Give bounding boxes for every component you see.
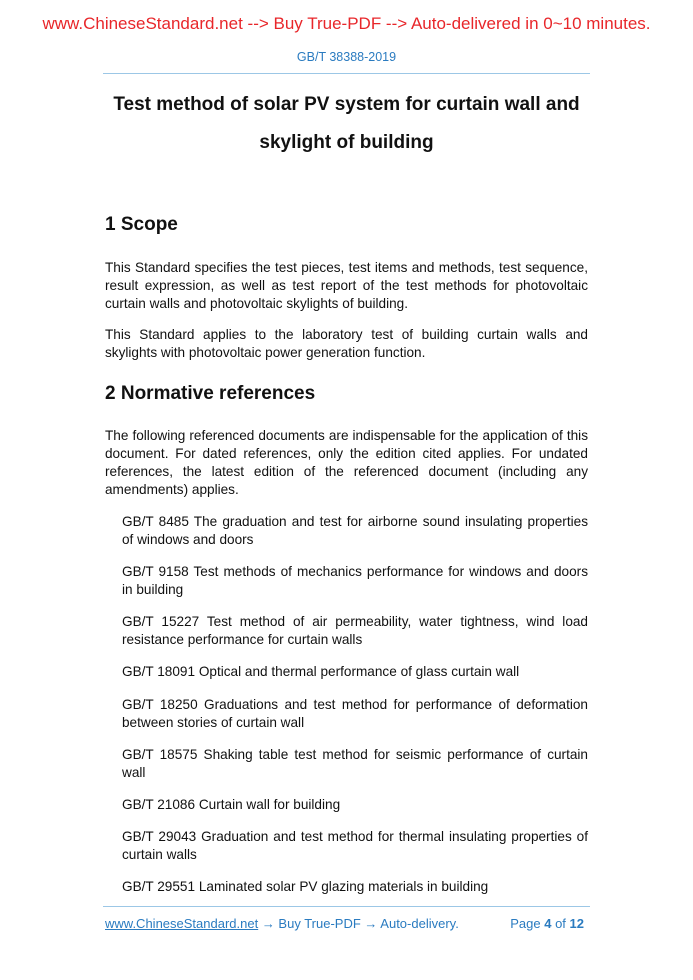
page-indicator — [510, 916, 584, 931]
document-number: GB/T 38388-2019 — [296, 50, 397, 64]
footer-divider — [103, 906, 590, 907]
footer-link[interactable]: www.ChineseStandard.net — [105, 916, 259, 931]
reference-item: GB/T 18575 Shaking table test method for seismic performance of curtain wall — [122, 747, 588, 780]
section-heading-scope: 1 Scope — [105, 214, 178, 235]
promo-banner: www.ChineseStandard.net --> Buy True-PDF --> Auto-delivered in 0~10 minutes. — [42, 14, 651, 33]
reference-item: GB/T 21086 Curtain wall for building — [122, 797, 341, 812]
scope-paragraph-2: This Standard applies to the laboratory test of building curtain walls and skylights with photovoltaic power generation function. — [105, 327, 588, 360]
reference-item: GB/T 15227 Test method of air permeability, water tightness, wind load resistance performance for curtain walls — [122, 614, 588, 647]
of-label: of — [555, 916, 566, 931]
reference-item: GB/T 18091 Optical and thermal performance of glass curtain wall — [122, 664, 520, 679]
scope-paragraph-1: This Standard specifies the test pieces, test items and methods, test sequence, result expression, as well as test report of the test methods for photovoltaic curtain walls and photovoltaic skylights of building. — [105, 260, 588, 311]
reference-item: GB/T 8485 The graduation and test for airborne sound insulating properties of windows and doors — [122, 514, 588, 547]
section-heading-normative-references: 2 Normative references — [105, 383, 316, 404]
page-label: Page — [510, 916, 541, 931]
reference-item: GB/T 29551 Laminated solar PV glazing materials in building — [122, 879, 489, 894]
total-pages: 12 — [569, 916, 584, 931]
document-title-line2: skylight of building — [259, 132, 434, 153]
reference-item: GB/T 29043 Graduation and test method for thermal insulating properties of curtain walls — [122, 829, 588, 862]
current-page: 4 — [544, 916, 552, 931]
header-divider — [103, 73, 590, 74]
footer-text: → Buy True-PDF → Auto-delivery. — [258, 916, 459, 931]
footer — [105, 916, 588, 931]
reference-item: GB/T 18250 Graduations and test method for performance of deformation between stories of curtain wall — [122, 697, 588, 730]
document-title-line1: Test method of solar PV system for curtain wall and — [113, 94, 580, 115]
normative-intro: The following referenced documents are indispensable for the application of this document. For dated references, only the edition cited applies. For undated references, the latest edition of the referenced document (including any amendments) applies. — [105, 428, 588, 497]
reference-item: GB/T 9158 Test methods of mechanics performance for windows and doors in building — [122, 564, 588, 597]
